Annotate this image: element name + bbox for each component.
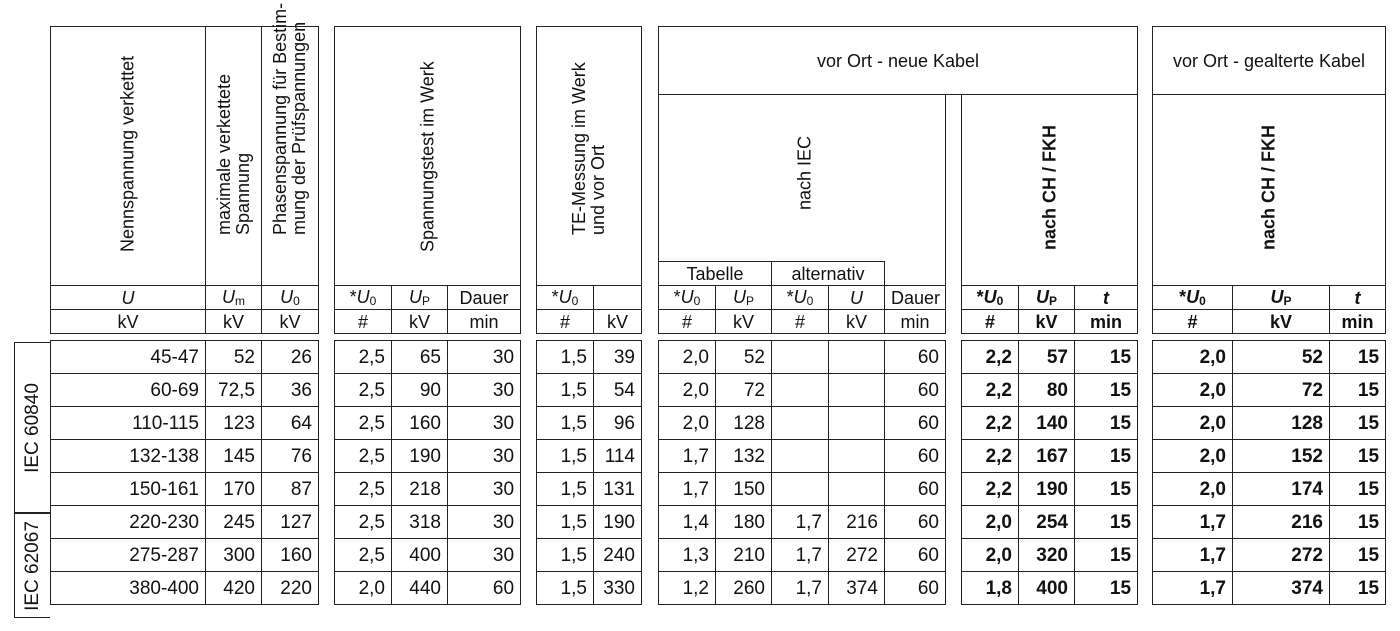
cell-u0: 76 xyxy=(262,440,319,473)
cell-ch-t: 15 xyxy=(1075,506,1138,539)
cell-te-u0: 1,5 xyxy=(537,506,594,539)
cell-te-u0: 1,5 xyxy=(537,539,594,572)
table-row xyxy=(659,374,1138,407)
cell-w-up: 65 xyxy=(392,341,448,374)
cell-um: 245 xyxy=(206,506,262,539)
table-row xyxy=(335,440,521,473)
unit-kv: kV xyxy=(1233,310,1330,334)
cell-w-d: 30 xyxy=(448,440,521,473)
column-spacer xyxy=(946,473,962,506)
unit-factor: # xyxy=(772,310,829,334)
cell-u0: 64 xyxy=(262,407,319,440)
symbol-u0-factor: $*U_0$ xyxy=(537,286,594,310)
table-row xyxy=(335,341,521,374)
table-row xyxy=(335,539,521,572)
cell-w-up: 218 xyxy=(392,473,448,506)
cell-u: 220-230 xyxy=(51,506,206,539)
symbol-up: $U_P$ xyxy=(1233,286,1330,310)
cell-ch-u0: 2,2 xyxy=(962,473,1019,506)
symbol-up: $U_P$ xyxy=(1019,286,1075,310)
row-gap xyxy=(1330,334,1386,341)
cell-u0: 127 xyxy=(262,506,319,539)
table-group-gealterte-kabel xyxy=(1152,26,1386,605)
cell-t-up: 132 xyxy=(716,440,772,473)
cell-g-t: 15 xyxy=(1330,572,1386,605)
unit-kv: kV xyxy=(51,310,206,334)
cell-g-u0: 1,7 xyxy=(1153,572,1233,605)
row-gap xyxy=(262,334,319,341)
column-spacer xyxy=(946,539,962,572)
cell-t-up: 128 xyxy=(716,407,772,440)
cell-g-t: 15 xyxy=(1330,440,1386,473)
header-maximale-spannung: maximale verkettete Spannung xyxy=(206,27,262,286)
unit-kv: kV xyxy=(206,310,262,334)
cell-t-up: 210 xyxy=(716,539,772,572)
row-gap xyxy=(537,334,594,341)
cell-dauer: 60 xyxy=(885,341,946,374)
cell-dauer: 60 xyxy=(885,374,946,407)
cell-te-kv: 240 xyxy=(594,539,642,572)
row-gap xyxy=(51,334,206,341)
cell-ch-up: 57 xyxy=(1019,341,1075,374)
cell-ch-u0: 1,8 xyxy=(962,572,1019,605)
symbol-u0-factor: $*U_0$ xyxy=(335,286,392,310)
column-spacer xyxy=(946,95,962,286)
header-nach-iec: nach IEC xyxy=(659,95,946,262)
cell-te-u0: 1,5 xyxy=(537,407,594,440)
cell-ch-up: 80 xyxy=(1019,374,1075,407)
cell-ch-t: 15 xyxy=(1075,407,1138,440)
unit-min: min xyxy=(1330,310,1386,334)
cell-um: 420 xyxy=(206,572,262,605)
table-row xyxy=(537,374,642,407)
cell-g-up: 272 xyxy=(1233,539,1330,572)
column-spacer xyxy=(946,374,962,407)
row-gap xyxy=(885,334,946,341)
cell-w-d: 30 xyxy=(448,539,521,572)
row-gap xyxy=(1233,334,1330,341)
cell-u: 380-400 xyxy=(51,572,206,605)
table-row xyxy=(659,341,1138,374)
cell-a-u xyxy=(829,473,885,506)
cell-w-u0: 2,5 xyxy=(335,407,392,440)
unit-kv: kV xyxy=(829,310,885,334)
table-row xyxy=(537,440,642,473)
row-gap xyxy=(1153,334,1233,341)
cell-t-up: 150 xyxy=(716,473,772,506)
cell-te-kv: 54 xyxy=(594,374,642,407)
cell-w-u0: 2,5 xyxy=(335,374,392,407)
table-row xyxy=(659,539,1138,572)
cell-te-kv: 114 xyxy=(594,440,642,473)
cell-g-up: 52 xyxy=(1233,341,1330,374)
header-nach-ch-fkh: nach CH / FKH xyxy=(962,95,1138,286)
cell-a-u: 374 xyxy=(829,572,885,605)
column-spacer xyxy=(946,506,962,539)
cell-w-u0: 2,5 xyxy=(335,506,392,539)
cell-a-u0: 1,7 xyxy=(772,506,829,539)
cell-u: 132-138 xyxy=(51,440,206,473)
cell-a-u0: 1,7 xyxy=(772,572,829,605)
table-group-spannungstest-werk xyxy=(334,26,521,605)
cell-dauer: 60 xyxy=(885,506,946,539)
symbol-t: t xyxy=(1075,286,1138,310)
cell-t-u0: 2,0 xyxy=(659,341,716,374)
table-row xyxy=(1153,440,1386,473)
table-row xyxy=(1153,374,1386,407)
table-row xyxy=(51,572,319,605)
cell-te-kv: 96 xyxy=(594,407,642,440)
cell-ch-t: 15 xyxy=(1075,473,1138,506)
cell-g-t: 15 xyxy=(1330,473,1386,506)
cell-w-d: 30 xyxy=(448,506,521,539)
cell-u0: 36 xyxy=(262,374,319,407)
cell-ch-t: 15 xyxy=(1075,539,1138,572)
table-row xyxy=(659,440,1138,473)
unit-min: min xyxy=(448,310,521,334)
cell-u: 150-161 xyxy=(51,473,206,506)
symbol-um: $U_m$ xyxy=(206,286,262,310)
table-row xyxy=(537,506,642,539)
header-nennspannung: Nennspannung verkettet xyxy=(51,27,206,286)
table-row xyxy=(335,572,521,605)
column-spacer xyxy=(946,572,962,605)
table-row xyxy=(51,440,319,473)
unit-kv: kV xyxy=(392,310,448,334)
symbol-u0-factor: $*U_0$ xyxy=(659,286,716,310)
cell-ch-t: 15 xyxy=(1075,440,1138,473)
table-row xyxy=(537,572,642,605)
cell-g-up: 152 xyxy=(1233,440,1330,473)
cell-t-up: 180 xyxy=(716,506,772,539)
cell-t-up: 260 xyxy=(716,572,772,605)
cell-te-u0: 1,5 xyxy=(537,572,594,605)
cell-g-u0: 2,0 xyxy=(1153,473,1233,506)
cell-g-up: 128 xyxy=(1233,407,1330,440)
cell-g-u0: 2,0 xyxy=(1153,440,1233,473)
cell-t-u0: 1,2 xyxy=(659,572,716,605)
cell-w-d: 30 xyxy=(448,374,521,407)
cell-g-u0: 1,7 xyxy=(1153,506,1233,539)
cell-ch-up: 320 xyxy=(1019,539,1075,572)
cell-a-u0 xyxy=(772,341,829,374)
column-spacer xyxy=(946,286,962,310)
table-row xyxy=(659,572,1138,605)
cell-g-t: 15 xyxy=(1330,506,1386,539)
standard-label-iec-60840: IEC 60840 xyxy=(14,342,50,513)
unit-factor: # xyxy=(659,310,716,334)
cell-ch-up: 400 xyxy=(1019,572,1075,605)
row-gap xyxy=(946,334,962,341)
row-gap xyxy=(1075,334,1138,341)
cell-a-u0 xyxy=(772,374,829,407)
cell-g-up: 374 xyxy=(1233,572,1330,605)
table-row xyxy=(659,473,1138,506)
unit-factor: # xyxy=(537,310,594,334)
symbol-u: U xyxy=(51,286,206,310)
cell-a-u xyxy=(829,407,885,440)
cell-g-up: 72 xyxy=(1233,374,1330,407)
cell-g-u0: 1,7 xyxy=(1153,539,1233,572)
cell-g-u0: 2,0 xyxy=(1153,341,1233,374)
row-gap xyxy=(392,334,448,341)
table-row xyxy=(51,407,319,440)
cell-ch-up: 167 xyxy=(1019,440,1075,473)
unit-kv: kV xyxy=(716,310,772,334)
cell-a-u0 xyxy=(772,407,829,440)
cell-te-u0: 1,5 xyxy=(537,473,594,506)
cell-a-u0 xyxy=(772,440,829,473)
table-row xyxy=(1153,572,1386,605)
cell-te-kv: 190 xyxy=(594,506,642,539)
cell-g-u0: 2,0 xyxy=(1153,374,1233,407)
table-group-te-messung xyxy=(536,26,642,605)
cell-um: 52 xyxy=(206,341,262,374)
unit-factor: # xyxy=(1153,310,1233,334)
cell-t-u0: 2,0 xyxy=(659,374,716,407)
row-gap xyxy=(1019,334,1075,341)
unit-kv: kV xyxy=(262,310,319,334)
cell-te-u0: 1,5 xyxy=(537,440,594,473)
table-row xyxy=(537,539,642,572)
cell-g-t: 15 xyxy=(1330,407,1386,440)
symbol-empty xyxy=(594,286,642,310)
cell-u: 45-47 xyxy=(51,341,206,374)
table-row xyxy=(51,506,319,539)
header-phasenspannung: Phasenspannung für Bestim- mung der Prüfspannungen xyxy=(262,27,319,286)
row-gap xyxy=(659,334,716,341)
table-row xyxy=(1153,539,1386,572)
cell-um: 300 xyxy=(206,539,262,572)
cell-w-up: 190 xyxy=(392,440,448,473)
row-gap xyxy=(594,334,642,341)
cell-dauer: 60 xyxy=(885,473,946,506)
cell-te-u0: 1,5 xyxy=(537,341,594,374)
cell-u: 275-287 xyxy=(51,539,206,572)
cell-g-t: 15 xyxy=(1330,539,1386,572)
cell-ch-up: 254 xyxy=(1019,506,1075,539)
cell-u0: 87 xyxy=(262,473,319,506)
symbol-u0-factor: $*U_0$ xyxy=(962,286,1019,310)
header-spannungstest: Spannungstest im Werk xyxy=(335,27,521,286)
row-gap xyxy=(206,334,262,341)
symbol-u0-factor: $*U_0$ xyxy=(1153,286,1233,310)
table-row xyxy=(51,539,319,572)
cell-w-d: 30 xyxy=(448,341,521,374)
table-row xyxy=(1153,473,1386,506)
cell-ch-u0: 2,2 xyxy=(962,407,1019,440)
cell-t-up: 72 xyxy=(716,374,772,407)
unit-min: min xyxy=(885,310,946,334)
table-row xyxy=(659,506,1138,539)
cell-a-u: 216 xyxy=(829,506,885,539)
symbol-u0: $U_0$ xyxy=(262,286,319,310)
cell-g-up: 216 xyxy=(1233,506,1330,539)
cell-ch-u0: 2,2 xyxy=(962,440,1019,473)
column-spacer xyxy=(946,407,962,440)
symbol-u0-factor: $*U_0$ xyxy=(772,286,829,310)
row-gap xyxy=(962,334,1019,341)
cell-t-u0: 1,7 xyxy=(659,440,716,473)
cell-g-up: 174 xyxy=(1233,473,1330,506)
cell-ch-u0: 2,2 xyxy=(962,374,1019,407)
cell-w-d: 60 xyxy=(448,572,521,605)
header-vor-ort-neue-kabel: vor Ort - neue Kabel xyxy=(659,27,1138,95)
row-gap xyxy=(716,334,772,341)
cell-dauer: 60 xyxy=(885,572,946,605)
row-gap xyxy=(772,334,829,341)
column-spacer xyxy=(946,440,962,473)
cell-w-up: 440 xyxy=(392,572,448,605)
cell-te-kv: 330 xyxy=(594,572,642,605)
cell-ch-t: 15 xyxy=(1075,374,1138,407)
table-row xyxy=(537,407,642,440)
header-te-messung: TE-Messung im Werk und vor Ort xyxy=(537,27,642,286)
table-row xyxy=(51,341,319,374)
table-row xyxy=(51,374,319,407)
cell-te-kv: 131 xyxy=(594,473,642,506)
cell-w-up: 90 xyxy=(392,374,448,407)
cell-um: 72,5 xyxy=(206,374,262,407)
symbol-dauer: Dauer xyxy=(448,286,521,310)
cell-ch-t: 15 xyxy=(1075,341,1138,374)
cell-w-u0: 2,5 xyxy=(335,440,392,473)
cell-a-u: 272 xyxy=(829,539,885,572)
cell-a-u xyxy=(829,341,885,374)
cell-ch-up: 190 xyxy=(1019,473,1075,506)
cell-ch-u0: 2,2 xyxy=(962,341,1019,374)
cell-a-u xyxy=(829,374,885,407)
cell-dauer: 60 xyxy=(885,539,946,572)
cell-t-u0: 1,7 xyxy=(659,473,716,506)
cell-u0: 220 xyxy=(262,572,319,605)
cell-dauer: 60 xyxy=(885,407,946,440)
symbol-u: U xyxy=(829,286,885,310)
table-row xyxy=(1153,407,1386,440)
table-row xyxy=(537,473,642,506)
cell-a-u0 xyxy=(772,473,829,506)
unit-min: min xyxy=(1075,310,1138,334)
cell-u: 60-69 xyxy=(51,374,206,407)
table-row xyxy=(1153,341,1386,374)
cell-w-d: 30 xyxy=(448,473,521,506)
cell-a-u xyxy=(829,440,885,473)
table-row xyxy=(537,341,642,374)
cell-w-u0: 2,5 xyxy=(335,473,392,506)
cell-g-t: 15 xyxy=(1330,374,1386,407)
table-row xyxy=(51,473,319,506)
cell-g-u0: 2,0 xyxy=(1153,407,1233,440)
cell-w-up: 318 xyxy=(392,506,448,539)
table-row xyxy=(659,407,1138,440)
cell-um: 145 xyxy=(206,440,262,473)
cell-ch-u0: 2,0 xyxy=(962,539,1019,572)
symbol-up: $U_P$ xyxy=(716,286,772,310)
symbol-up: $U_P$ xyxy=(392,286,448,310)
cell-w-u0: 2,5 xyxy=(335,539,392,572)
table-group-neue-kabel xyxy=(658,26,1138,605)
header-alternativ: alternativ xyxy=(772,262,885,286)
table-group-nennspannung xyxy=(50,2,319,605)
cell-t-u0: 1,3 xyxy=(659,539,716,572)
symbol-t: t xyxy=(1330,286,1386,310)
header-nach-ch-fkh: nach CH / FKH xyxy=(1153,95,1386,286)
unit-kv: kV xyxy=(1019,310,1075,334)
cell-ch-up: 140 xyxy=(1019,407,1075,440)
header-empty xyxy=(885,262,946,286)
cell-w-up: 400 xyxy=(392,539,448,572)
table-row xyxy=(335,407,521,440)
cell-t-u0: 2,0 xyxy=(659,407,716,440)
unit-kv: kV xyxy=(594,310,642,334)
table-row xyxy=(335,473,521,506)
cell-um: 170 xyxy=(206,473,262,506)
cell-t-u0: 1,4 xyxy=(659,506,716,539)
cell-te-kv: 39 xyxy=(594,341,642,374)
cell-te-u0: 1,5 xyxy=(537,374,594,407)
row-gap xyxy=(335,334,392,341)
row-gap xyxy=(829,334,885,341)
cell-u0: 26 xyxy=(262,341,319,374)
cell-w-u0: 2,0 xyxy=(335,572,392,605)
cell-u0: 160 xyxy=(262,539,319,572)
cell-ch-t: 15 xyxy=(1075,572,1138,605)
unit-factor: # xyxy=(962,310,1019,334)
cell-dauer: 60 xyxy=(885,440,946,473)
cell-um: 123 xyxy=(206,407,262,440)
cell-w-d: 30 xyxy=(448,407,521,440)
cell-u: 110-115 xyxy=(51,407,206,440)
cell-ch-u0: 2,0 xyxy=(962,506,1019,539)
cell-w-up: 160 xyxy=(392,407,448,440)
table-row xyxy=(1153,506,1386,539)
table-row xyxy=(335,506,521,539)
standard-label-iec-62067: IEC 62067 xyxy=(14,513,50,618)
column-spacer xyxy=(946,341,962,374)
header-tabelle: Tabelle xyxy=(659,262,772,286)
cell-t-up: 52 xyxy=(716,341,772,374)
unit-factor: # xyxy=(335,310,392,334)
column-spacer xyxy=(946,310,962,334)
row-gap xyxy=(448,334,521,341)
cell-g-t: 15 xyxy=(1330,341,1386,374)
cell-w-u0: 2,5 xyxy=(335,341,392,374)
header-vor-ort-gealterte-kabel: vor Ort - gealterte Kabel xyxy=(1153,27,1386,95)
table-row xyxy=(335,374,521,407)
symbol-dauer: Dauer xyxy=(885,286,946,310)
cell-a-u0: 1,7 xyxy=(772,539,829,572)
